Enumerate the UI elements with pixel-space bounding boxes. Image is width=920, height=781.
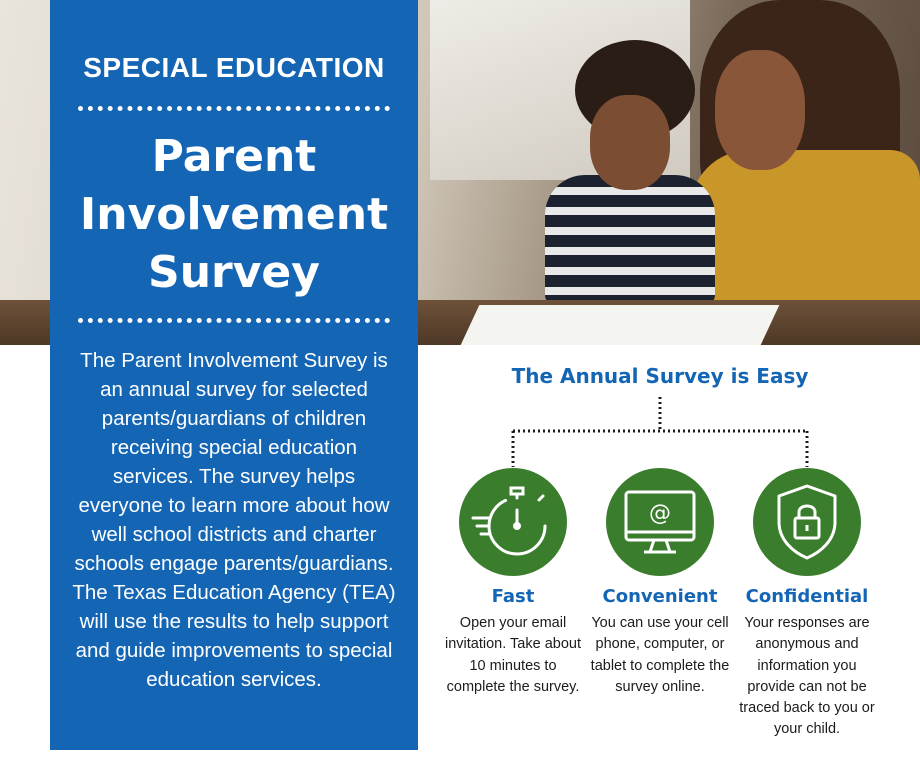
- feature-desc: Your responses are anonymous and information you provide can not be traced back to you or your child.: [739, 615, 875, 738]
- photo-child-face: [590, 95, 670, 190]
- feature-desc: You can use your cell phone, computer, or tablet to complete the survey online.: [590, 615, 730, 695]
- feature-convenient: [590, 468, 730, 698]
- dotted-connector: [425, 395, 825, 470]
- panel-kicker: SPECIAL EDUCATION: [83, 52, 385, 83]
- shield-lock-icon: [753, 468, 861, 576]
- stopwatch-icon: [459, 468, 567, 576]
- computer-at-icon: [606, 468, 714, 576]
- dotted-divider-top: [78, 106, 390, 111]
- feature-label: Convenient: [602, 586, 718, 607]
- title-line: Involvement: [79, 189, 389, 240]
- feature-label: Fast: [491, 586, 535, 607]
- feature-label: Confidential: [745, 586, 869, 607]
- photo-woman-face: [715, 50, 805, 170]
- section-title: The Annual Survey is Easy: [511, 364, 809, 388]
- intro-panel: [50, 0, 418, 750]
- feature-desc: Open your email invitation. Take about 10 minutes to complete the survey.: [445, 615, 581, 695]
- intro-paragraph: The Parent Involvement Survey is an annual survey for selected parents/guardians of children receiving special education services. The survey helps everyone to learn more about how well school districts and charter schools engage parents/guardians. The Texas Education Agency (TEA) will use the results to help support and guide improvements to special education services.: [72, 349, 396, 691]
- feature-confidential: [737, 468, 877, 741]
- dotted-divider-bottom: [78, 318, 390, 323]
- svg-text:@: @: [649, 501, 671, 526]
- page-title: [50, 128, 418, 302]
- feature-fast: [443, 468, 583, 698]
- photo-paper: [461, 305, 780, 345]
- photo-child-shirt: [545, 175, 715, 305]
- title-line: Survey: [148, 247, 320, 298]
- title-line: Parent: [151, 131, 317, 182]
